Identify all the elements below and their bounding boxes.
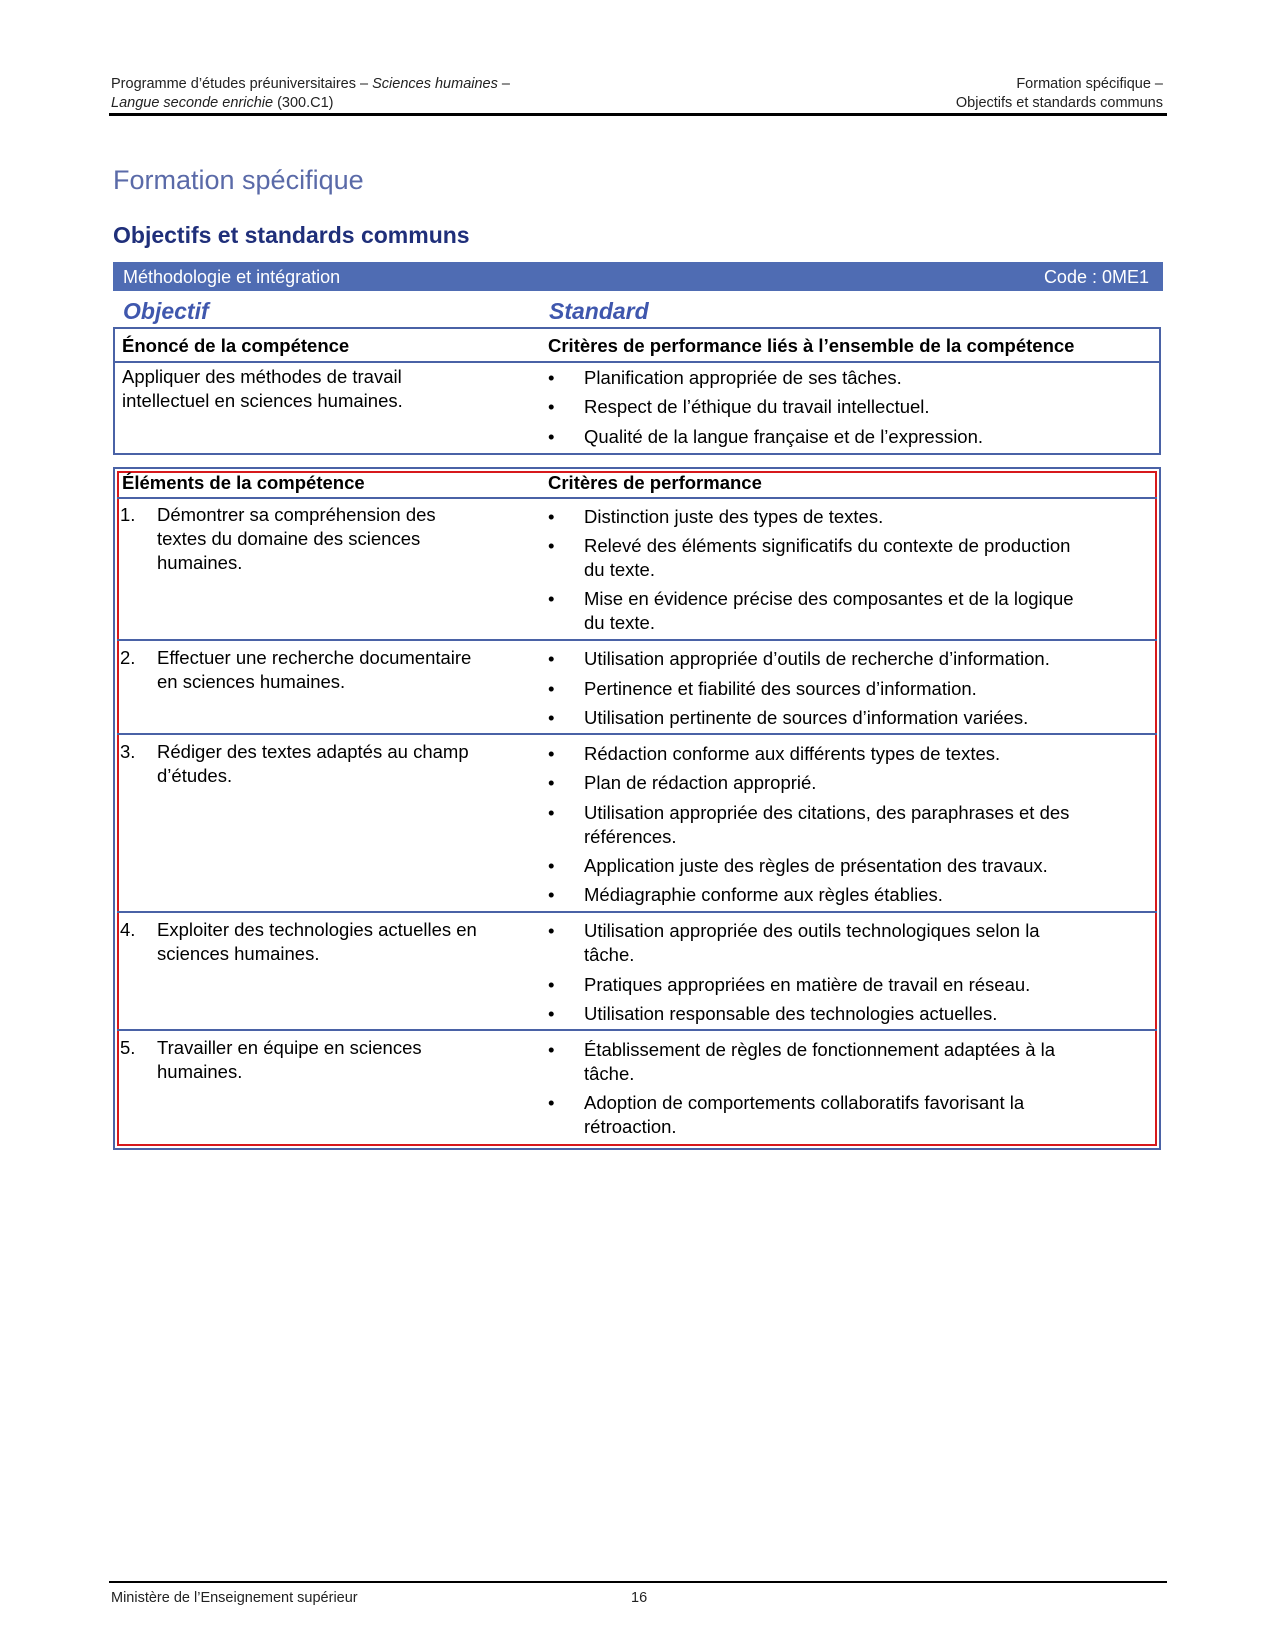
- course-name: Méthodologie et intégration: [123, 267, 341, 287]
- objectif-label: Objectif: [123, 298, 209, 324]
- performance-criterion: [548, 534, 1071, 582]
- elements-criteria-heading: Critères de performance: [548, 472, 762, 493]
- criterion-text: Distinction juste des types de textes.: [584, 506, 884, 527]
- performance-criterion: [548, 1091, 1025, 1139]
- header-program-name: Sciences humaines: [372, 76, 498, 92]
- element-number: 1.: [120, 504, 136, 525]
- element-text-line: Effectuer une recherche documentaire: [157, 647, 472, 668]
- performance-criterion: [548, 647, 1050, 671]
- performance-criterion: [548, 801, 1070, 849]
- criterion-text: Utilisation appropriée des outils technologiques selon la: [584, 920, 1040, 941]
- competence-statement-line-1: Appliquer des méthodes de travail: [122, 366, 402, 387]
- competence-criteria-heading: Critères de performance liés à l’ensemble de la compétence: [548, 335, 1075, 356]
- course-code: Code : 0ME1: [1043, 267, 1149, 287]
- row-separator: [117, 1029, 1157, 1031]
- element-text-line: Travailler en équipe en sciences: [157, 1037, 422, 1058]
- performance-criterion: [548, 973, 1031, 997]
- course-title-bar: [113, 262, 1163, 291]
- page-subtitle: Objectifs et standards communs: [113, 222, 470, 248]
- element-text-line: Démontrer sa compréhension des: [157, 504, 436, 525]
- criterion-text: Qualité de la langue française et de l’expression.: [584, 426, 984, 447]
- competence-heading: Énoncé de la compétence: [122, 335, 350, 356]
- footer-ministry: Ministère de l’Enseignement supérieur: [111, 1590, 358, 1606]
- row-separator: [117, 497, 1157, 499]
- performance-criterion: [548, 706, 1029, 730]
- bullet-icon: •: [548, 884, 555, 905]
- bullet-icon: •: [548, 426, 555, 447]
- bullet-icon: •: [548, 855, 555, 876]
- element-text-line: en sciences humaines.: [157, 671, 346, 692]
- criterion-text: Respect de l’éthique du travail intellectuel.: [584, 396, 930, 417]
- page-number: 16: [631, 1590, 648, 1606]
- criterion-text: Application juste des règles de présentation des travaux.: [584, 855, 1048, 876]
- criterion-text: Mise en évidence précise des composantes et de la logique: [584, 588, 1074, 609]
- element-text-line: d’études.: [157, 765, 233, 786]
- performance-criterion: [548, 677, 977, 701]
- bullet-icon: •: [548, 396, 555, 417]
- bullet-icon: •: [548, 588, 555, 609]
- criterion-text-cont: du texte.: [584, 612, 655, 633]
- element-text-line: sciences humaines.: [157, 943, 320, 964]
- page-title: Formation spécifique: [113, 165, 364, 195]
- bullet-icon: •: [548, 920, 555, 941]
- bullet-icon: •: [548, 678, 555, 699]
- criterion-text: Utilisation appropriée des citations, des paraphrases et des: [584, 802, 1070, 823]
- performance-criterion: [548, 854, 1048, 878]
- criterion-text: Planification appropriée de ses tâches.: [584, 367, 902, 388]
- element-number: 3.: [120, 741, 136, 762]
- performance-criterion: [548, 587, 1074, 635]
- row-separator: [117, 639, 1157, 641]
- criterion-text: Médiagraphie conforme aux règles établies.: [584, 884, 943, 905]
- bullet-icon: •: [548, 506, 555, 527]
- row-separator: [117, 911, 1157, 913]
- performance-criterion: [548, 883, 943, 907]
- criterion-text: Adoption de comportements collaboratifs favorisant la: [584, 1092, 1025, 1113]
- running-header-right-2: Objectifs et standards communs: [955, 95, 1163, 111]
- footer-rule: [109, 1581, 1167, 1583]
- performance-criterion: [548, 771, 817, 795]
- bullet-icon: •: [548, 1092, 555, 1113]
- standard-label: Standard: [549, 298, 649, 324]
- bullet-icon: •: [548, 743, 555, 764]
- element-text-line: humaines.: [157, 552, 243, 573]
- criterion-text: Pratiques appropriées en matière de travail en réseau.: [584, 974, 1031, 995]
- criterion-text: Établissement de règles de fonctionnement adaptées à la: [584, 1039, 1056, 1060]
- performance-criterion: [548, 1002, 998, 1026]
- competence-criterion: [548, 366, 902, 390]
- bullet-icon: •: [548, 1003, 555, 1024]
- running-header-right-1: Formation spécifique –: [1016, 76, 1163, 92]
- bullet-icon: •: [548, 648, 555, 669]
- header-program-code: (300.C1): [273, 95, 334, 111]
- criterion-text-cont: rétroaction.: [584, 1116, 677, 1137]
- criterion-text-cont: références.: [584, 826, 677, 847]
- element-text-line: Rédiger des textes adaptés au champ: [157, 741, 469, 762]
- element-number: 4.: [120, 919, 136, 940]
- criterion-text: Rédaction conforme aux différents types de textes.: [584, 743, 1001, 764]
- bullet-icon: •: [548, 974, 555, 995]
- criterion-text-cont: tâche.: [584, 1063, 635, 1084]
- criterion-text: Plan de rédaction approprié.: [584, 772, 817, 793]
- header-dash: –: [497, 76, 510, 92]
- elements-heading: Éléments de la compétence: [122, 472, 365, 493]
- bullet-icon: •: [548, 802, 555, 823]
- criterion-text: Utilisation responsable des technologies actuelles.: [584, 1003, 998, 1024]
- performance-criterion: [548, 1038, 1056, 1086]
- criterion-text: Relevé des éléments significatifs du contexte de production: [584, 535, 1071, 556]
- element-text-line: Exploiter des technologies actuelles en: [157, 919, 477, 940]
- criterion-text: Utilisation appropriée d’outils de recherche d’information.: [584, 648, 1050, 669]
- header-program-text: Programme d’études préuniversitaires –: [111, 76, 373, 92]
- performance-criterion: [548, 505, 884, 529]
- performance-criterion: [548, 919, 1040, 967]
- criterion-text: Pertinence et fiabilité des sources d’information.: [584, 678, 977, 699]
- bullet-icon: •: [548, 367, 555, 388]
- bullet-icon: •: [548, 535, 555, 556]
- bullet-icon: •: [548, 1039, 555, 1060]
- element-number: 5.: [120, 1037, 136, 1058]
- bullet-icon: •: [548, 707, 555, 728]
- element-text-line: humaines.: [157, 1061, 243, 1082]
- bullet-icon: •: [548, 772, 555, 793]
- criterion-text-cont: tâche.: [584, 944, 635, 965]
- criterion-text: Utilisation pertinente de sources d’information variées.: [584, 707, 1029, 728]
- element-number: 2.: [120, 647, 136, 668]
- competence-statement-line-2: intellectuel en sciences humaines.: [122, 390, 403, 411]
- competence-table-separator: [115, 361, 1159, 363]
- criterion-text-cont: du texte.: [584, 559, 655, 580]
- element-text-line: textes du domaine des sciences: [157, 528, 421, 549]
- performance-criterion: [548, 742, 1001, 766]
- competence-criterion: [548, 395, 930, 419]
- header-rule: [109, 113, 1167, 116]
- competence-criterion: [548, 425, 984, 449]
- header-language-text: Langue seconde enrichie: [111, 95, 274, 111]
- running-header-left-1: [111, 76, 1164, 92]
- row-separator: [117, 733, 1157, 735]
